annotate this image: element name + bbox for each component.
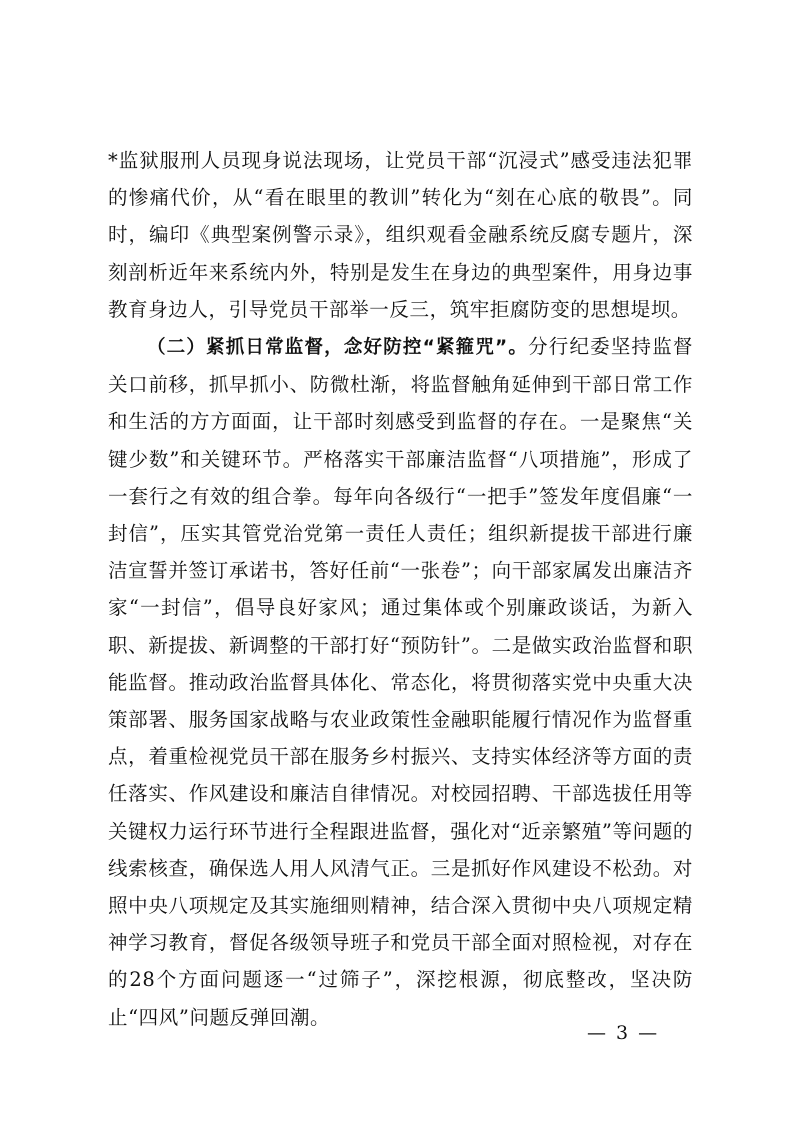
document-body xyxy=(108,142,693,1036)
paragraph-text: *监狱服刑人员现身说法现场，让党员干部“沉浸式”感受违法犯罪的惨痛代价，从“看在眼里的教训”转化为“刻在心底的敬畏”。同时，编印《典型案例警示录》，组织观看金融系统反腐专题片，深刻剖析近年来系统内外，特别是发生在身边的典型案件，用身边事教育身边人，引导党员干部举一反三，筑牢拒腐防变的思想堤坝。 xyxy=(108,149,693,321)
paragraph-section-two xyxy=(108,328,693,1036)
paragraph-continued xyxy=(108,142,693,328)
page-number: — 3 — xyxy=(587,1022,660,1044)
section-heading: （二）紧抓日常监督，念好防控“紧箍咒”。 xyxy=(147,337,529,359)
paragraph-text: 分行纪委坚持监督关口前移，抓早抓小、防微杜渐，将监督触角延伸到干部日常工作和生活的方方面面，让干部时刻感受到监督的存在。一是聚焦“关键少数”和关键环节。严格落实干部廉洁监督“八项措施”，形成了一套行之有效的组合拳。每年向各级行“一把手”签发年度倡廉“一封信”，压实其管党治党第一责任人责任；组织新提拔干部进行廉洁宣誓并签订承诺书，答好任前“一张卷”；向干部家属发出廉洁齐家“一封信”，倡导良好家风；通过集体或个别廉政谈话，为新入职、新提拔、新调整的干部打好“预防针”。二是做实政治监督和职能监督。推动政治监督具体化、常态化，将贯彻落实党中央重大决策部署、服务国家战略与农业政策性金融职能履行情况作为监督重点，着重检视党员干部在服务乡村振兴、支持实体经济等方面的责任落实、作风建设和廉洁自律情况。对校园招聘、干部选拔任用等关键权力运行环节进行全程跟进监督，强化对“近亲繁殖”等问题的线索核查，确保选人用人风清气正。三是抓好作风建设不松劲。对照中央八项规定及其实施细则精神，结合深入贯彻中央八项规定精神学习教育，督促各级领导班子和党员干部全面对照检视，对存在的28个方面问题逐一“过筛子”，深挖根源，彻底整改，坚决防止“四风”问题反弹回潮。 xyxy=(108,335,693,1029)
